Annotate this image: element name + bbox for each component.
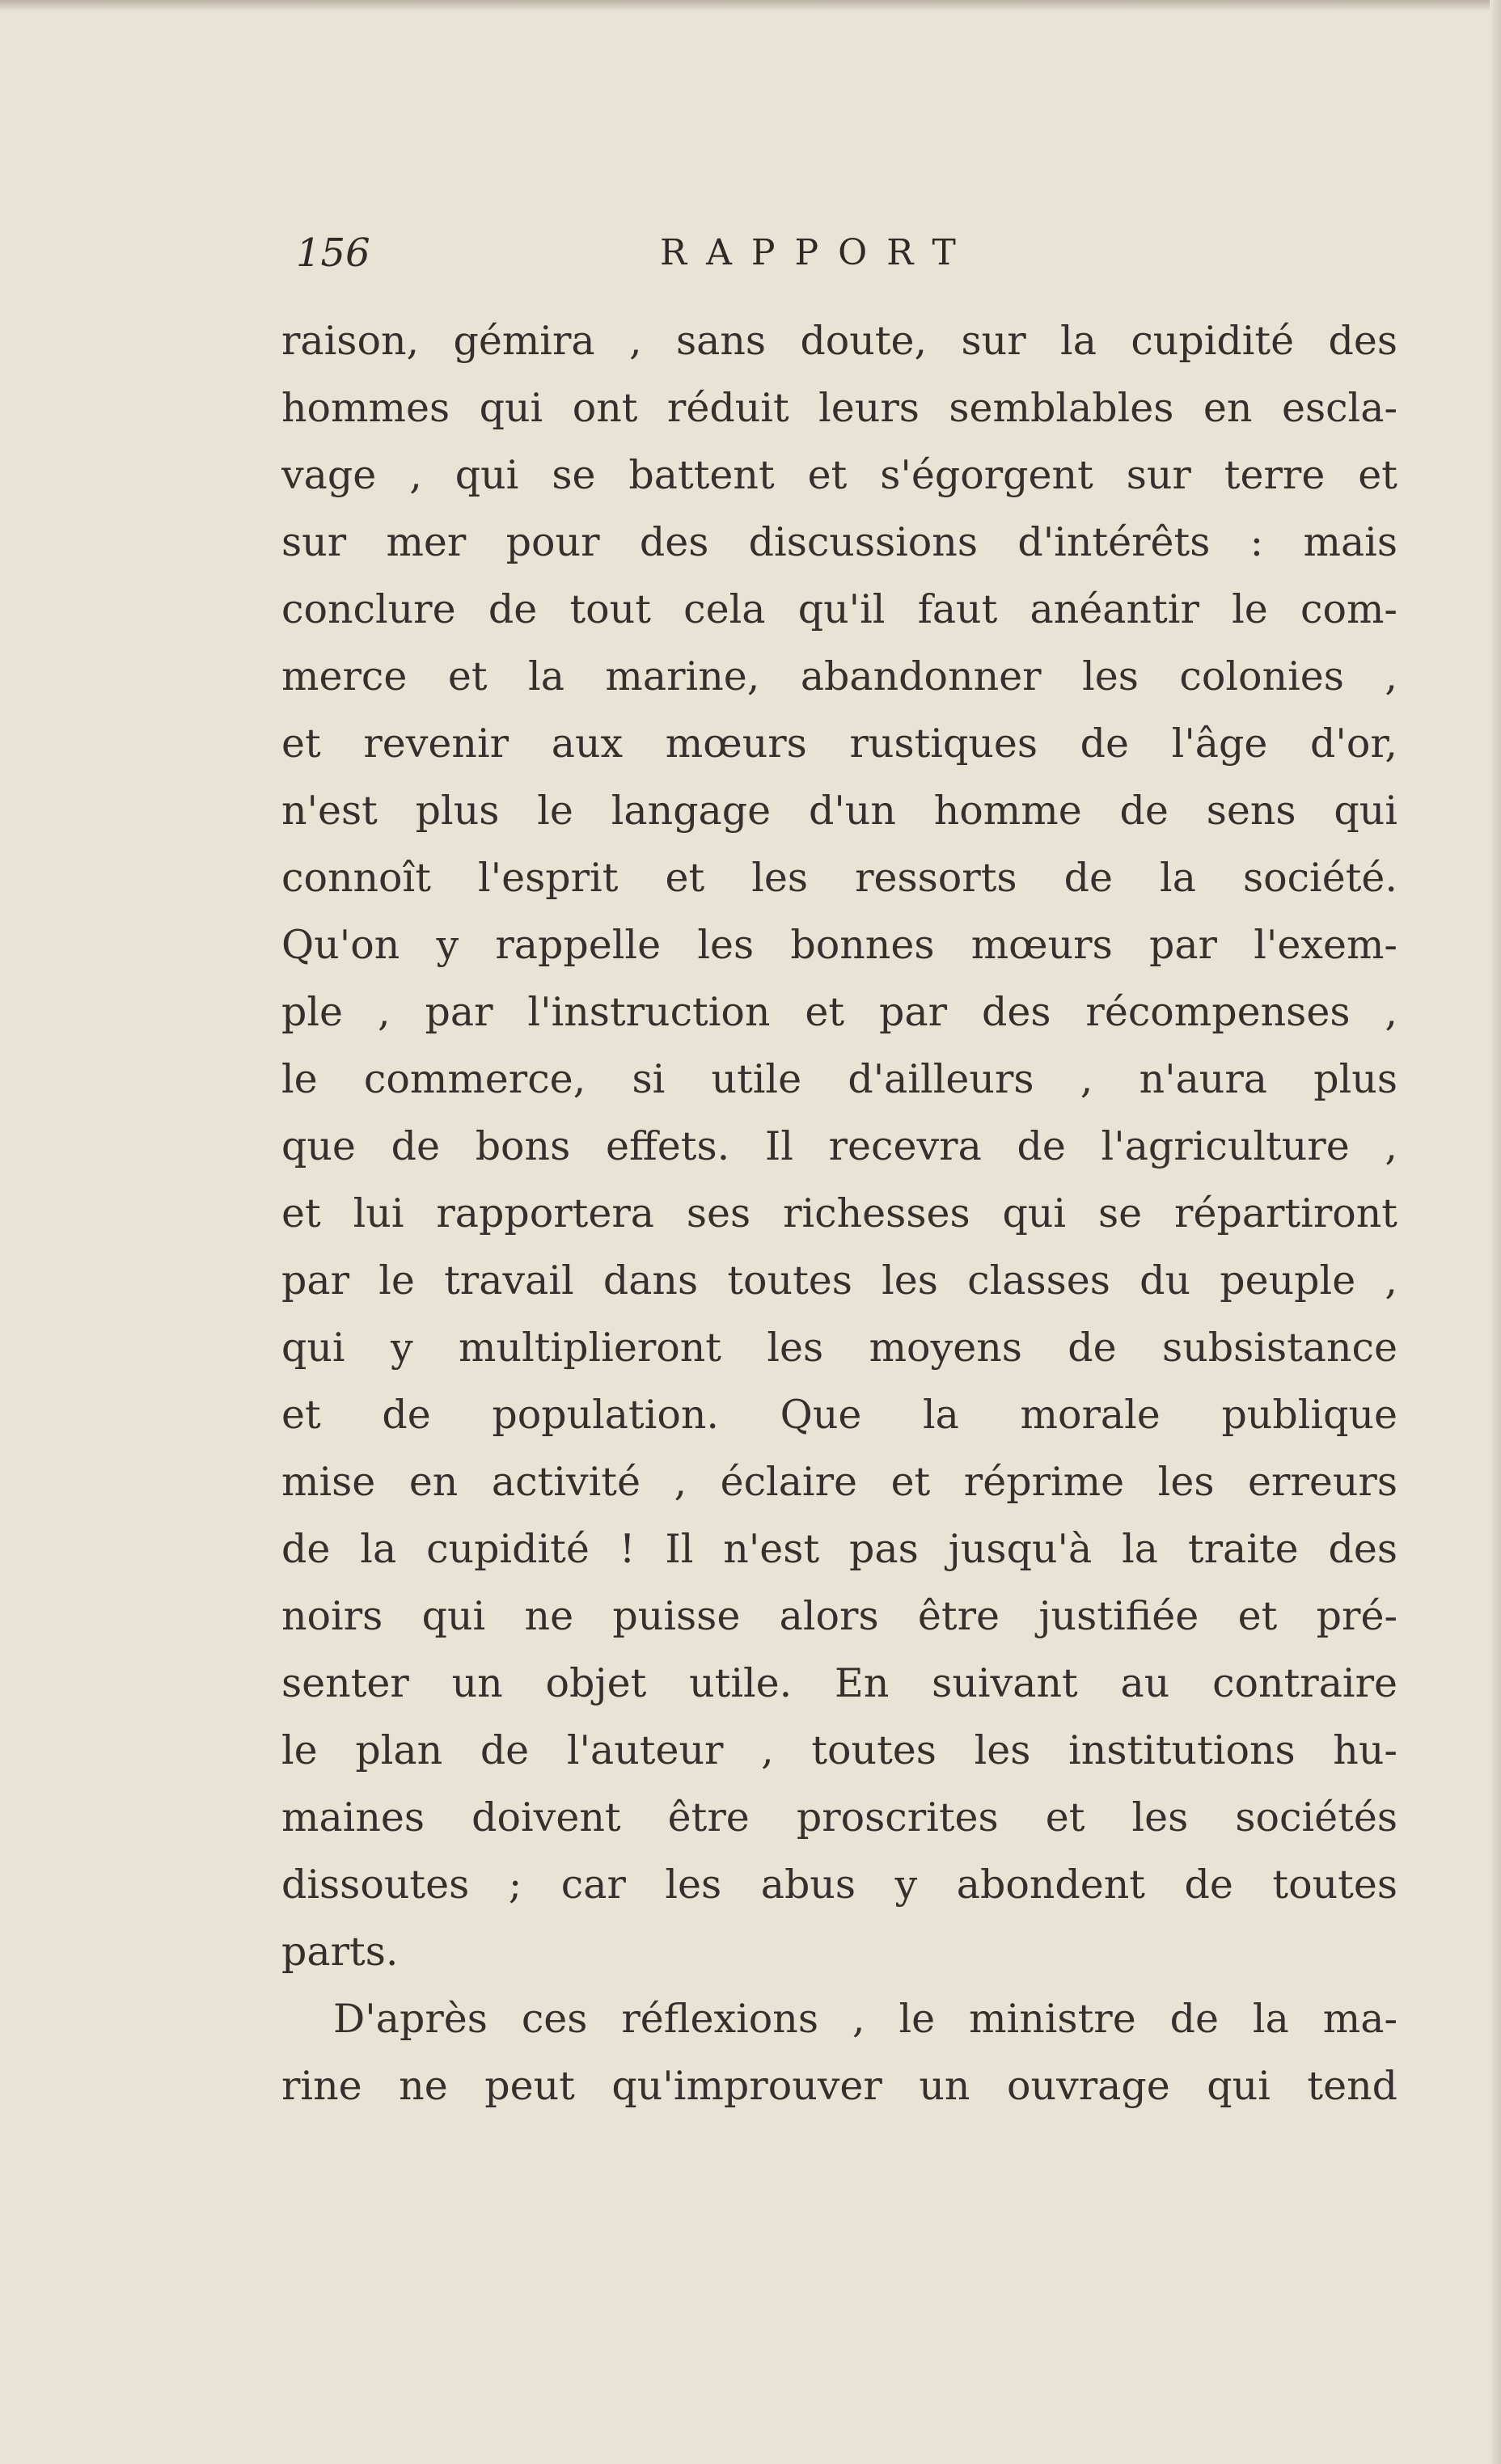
- text-line: vage , qui se battent et s'égorgent sur terre et: [281, 452, 1397, 498]
- page-right-edge: [1490, 0, 1501, 2464]
- text-line: et lui rapportera ses richesses qui se répartiront: [281, 1190, 1397, 1236]
- text-line: Qu'on y rappelle les bonnes mœurs par l'exem-: [281, 922, 1397, 968]
- text-line: le commerce, si utile d'ailleurs , n'aura plus: [281, 1056, 1397, 1102]
- text-line: senter un objet utile. En suivant au contraire: [281, 1660, 1397, 1706]
- text-line: conclure de tout cela qu'il faut anéantir le com-: [281, 586, 1397, 632]
- text-line: et revenir aux mœurs rustiques de l'âge d'or,: [281, 721, 1397, 767]
- text-line: par le travail dans toutes les classes du peuple ,: [281, 1257, 1397, 1304]
- text-line: ple , par l'instruction et par des récompenses ,: [281, 989, 1397, 1035]
- text-line: que de bons effets. Il recevra de l'agriculture ,: [281, 1123, 1397, 1169]
- paragraph-end-line: parts.: [281, 1929, 399, 1975]
- text-line: dissoutes ; car les abus y abondent de toutes: [281, 1862, 1397, 1908]
- running-title: RAPPORT: [660, 232, 975, 273]
- page-top-edge: [0, 0, 1501, 11]
- text-line: qui y multiplieront les moyens de subsistance: [281, 1325, 1397, 1371]
- text-line: maines doivent être proscrites et les sociétés: [281, 1794, 1397, 1841]
- text-line: mise en activité , éclaire et réprime les erreurs: [281, 1459, 1397, 1505]
- page-header: [281, 230, 1397, 295]
- paragraph-start-line: D'après ces réflexions , le ministre de la ma-: [333, 1996, 1397, 2042]
- page-number: 156: [296, 230, 370, 276]
- text-line: rine ne peut qu'improuver un ouvrage qui tend: [281, 2063, 1397, 2109]
- text-line: sur mer pour des discussions d'intérêts : mais: [281, 519, 1397, 565]
- body-text: [281, 307, 1397, 2120]
- text-line: n'est plus le langage d'un homme de sens qui: [281, 788, 1397, 834]
- text-line: de la cupidité ! Il n'est pas jusqu'à la traite des: [281, 1526, 1397, 1572]
- text-line: le plan de l'auteur , toutes les institutions hu-: [281, 1727, 1397, 1773]
- text-line: hommes qui ont réduit leurs semblables en escla-: [281, 385, 1397, 431]
- text-line: connoît l'esprit et les ressorts de la société.: [281, 855, 1397, 901]
- text-line: noirs qui ne puisse alors être justifiée et pré-: [281, 1593, 1397, 1639]
- text-line: raison, gémira , sans doute, sur la cupidité des: [281, 318, 1397, 364]
- text-line: et de population. Que la morale publique: [281, 1392, 1397, 1438]
- text-line: merce et la marine, abandonner les colonies ,: [281, 653, 1397, 699]
